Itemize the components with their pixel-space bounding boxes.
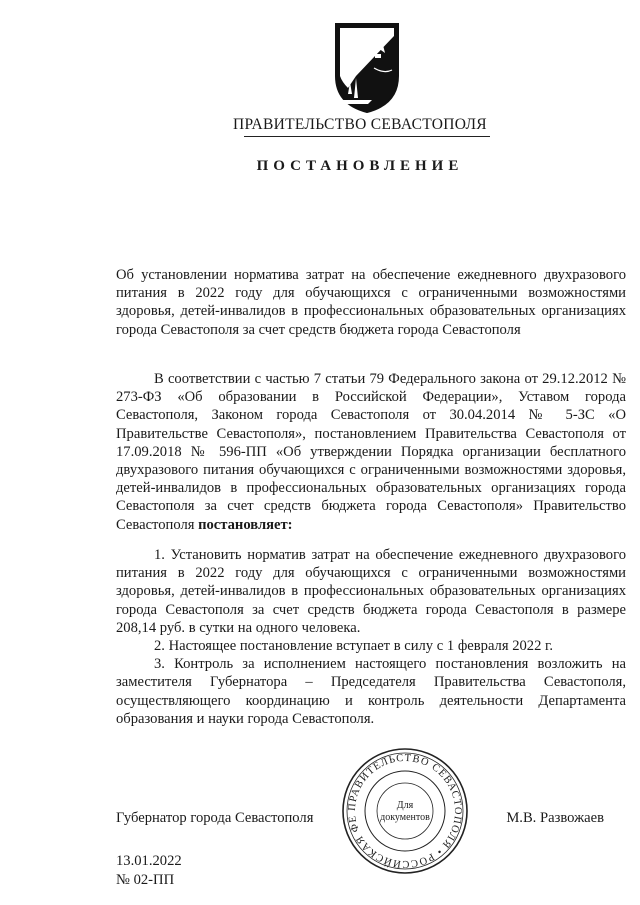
document-date: 13.01.2022 bbox=[116, 853, 182, 869]
resolution-item: 2. Настоящее постановление вступает в силу с 1 февраля 2022 г. bbox=[154, 638, 554, 655]
signatory-name: М.В. Развожаев bbox=[506, 810, 604, 826]
organization-name: ПРАВИТЕЛЬСТВО СЕВАСТОПОЛЯ bbox=[233, 116, 487, 133]
document-number: № 02-ПП bbox=[116, 871, 175, 888]
coat-of-arms-emblem bbox=[328, 18, 406, 116]
preamble-text: В соответствии с частью 7 статьи 79 Федерального закона от 29.12.2012 № 273-ФЗ «Об образовании в Российской Федерации», Уставом города Севастополя, Законом города Севастополя от 30.04.2014 № 5-ЗС «О Правительстве Севастополя», постановлением Правительства Севастополя от 17.09.2018 № 596-ПП «Об утверждении Порядка организации бесплатного двухразового питания обучающихся с ограниченными возможностями здоровья, детей-инвалидов в профессиональных образовательных организациях города Севастополя за счет средств бюджета города Севастополя» Правительство Севастополя bbox=[116, 371, 626, 533]
document-type-heading: ПОСТАНОВЛЕНИЕ bbox=[256, 158, 464, 174]
resolution-item: 1. Установить норматив затрат на обеспечение ежедневного двухразового питания в 2022 году для обучающихся с ограниченными возможностями здоровья, детей-инвалидов в профессиональных образовательных организациях города Севастополя за счет средств бюджета города Севастополя в размере 208,14 руб. в сутки на одного человека. bbox=[116, 547, 626, 636]
organization-underline bbox=[244, 136, 490, 137]
preamble-emphasis: постановляет: bbox=[198, 516, 293, 533]
resolution-items bbox=[116, 546, 626, 728]
preamble-paragraph bbox=[116, 370, 626, 534]
stamp-outer-text: ПРАВИТЕЛЬСТВО СЕВАСТОПОЛЯ • РОССИЙСКАЯ ФЕ bbox=[346, 752, 464, 870]
document-meta bbox=[116, 852, 182, 889]
resolution-item: 3. Контроль за исполнением настоящего постановления возложить на заместителя Губернатора – Председателя Правительства Севастополя, осуществляющего координацию и контроль деятельности Департамента образования и науки города Севастополя. bbox=[116, 656, 626, 727]
stamp-center-line: документов bbox=[380, 812, 430, 823]
document-subject: Об установлении норматива затрат на обеспечение ежедневного двухразового питания в 2022 году для обучающихся с ограниченными возможностями здоровья, детей-инвалидов в профессиональных образовательных организациях города Севастополя за счет средств бюджета города Севастополя bbox=[116, 267, 626, 338]
stamp-center-line: Для bbox=[396, 800, 414, 811]
official-stamp bbox=[340, 746, 470, 876]
signatory-title: Губернатор города Севастополя bbox=[116, 810, 314, 826]
